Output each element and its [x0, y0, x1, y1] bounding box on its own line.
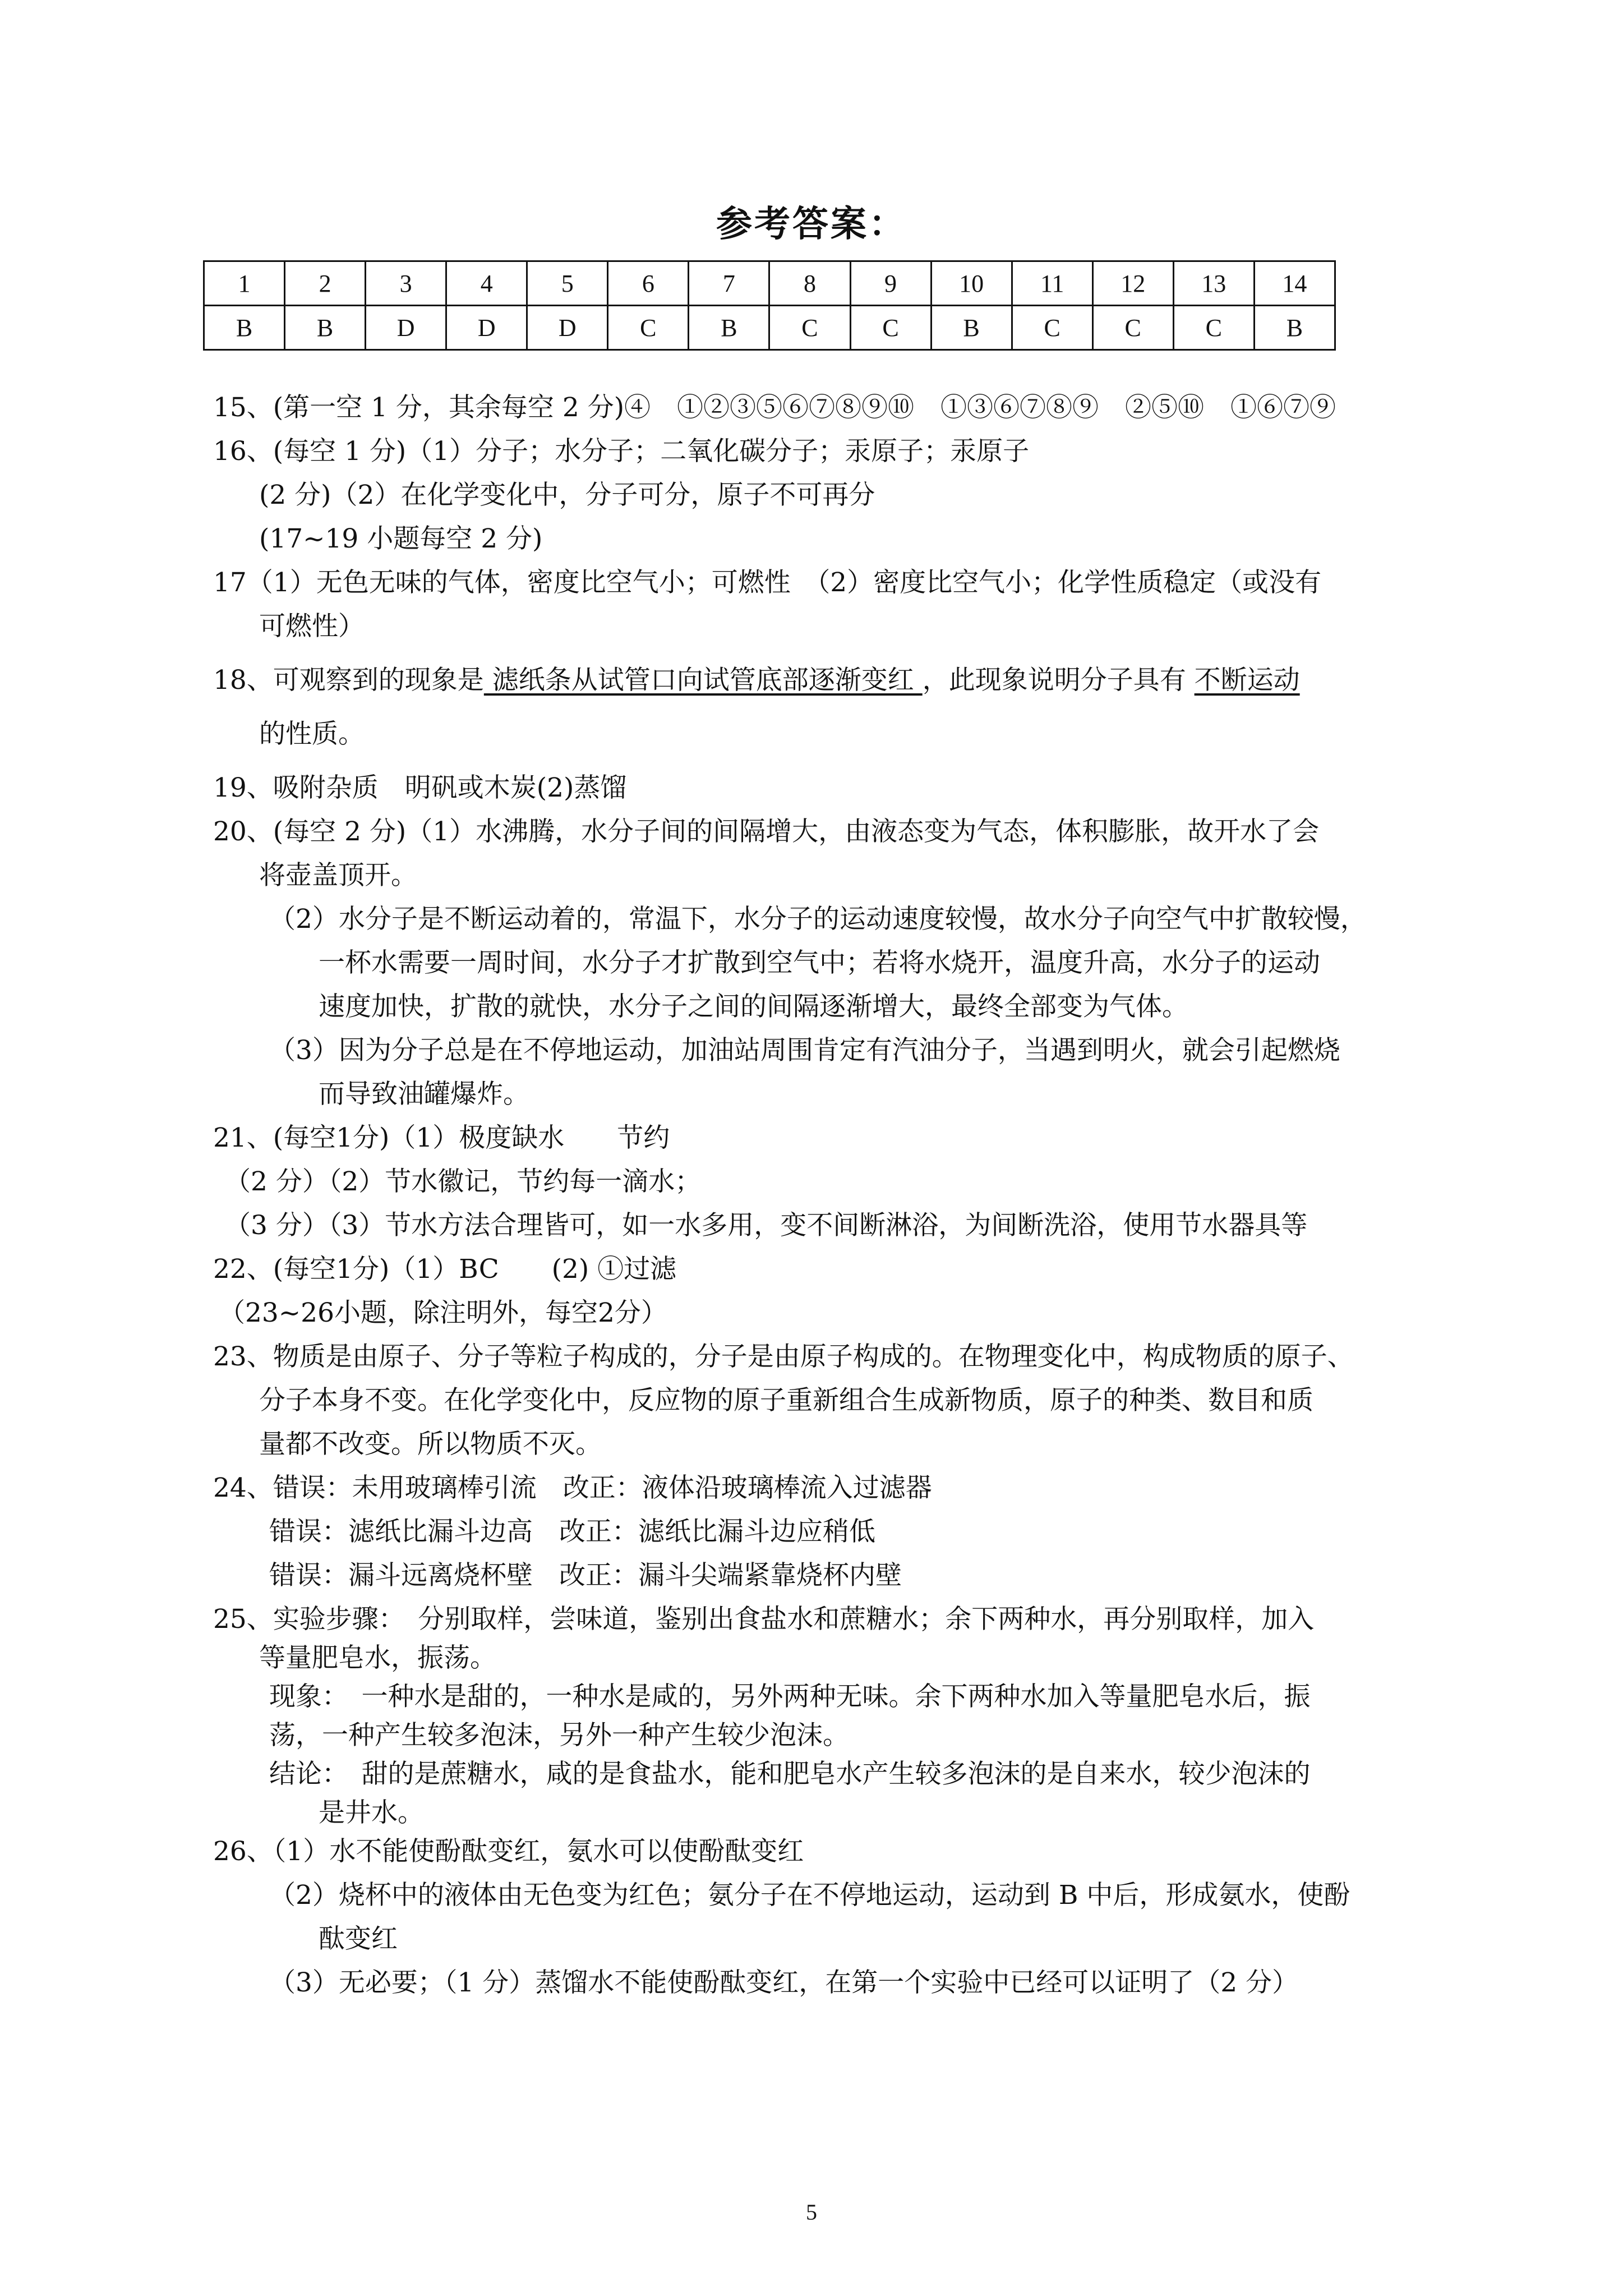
table-cell: 8: [769, 261, 850, 306]
answer-line-20-part3-cont: 而导致油罐爆炸。: [319, 1079, 529, 1110]
table-cell: B: [931, 306, 1012, 350]
table-cell: C: [1012, 306, 1092, 350]
answer-line-26-part2-cont: 酞变红: [319, 1924, 398, 1954]
answer-line-25-cont: 等量肥皂水，振荡。: [259, 1642, 496, 1673]
table-cell: 7: [689, 261, 769, 306]
table-cell: 6: [608, 261, 689, 306]
page-title: 参考答案：: [716, 203, 907, 245]
table-cell: C: [850, 306, 931, 350]
answer-line-26: 26、（1）水不能使酚酞变红，氨水可以使酚酞变红: [213, 1836, 804, 1867]
table-cell: C: [1092, 306, 1173, 350]
table-cell: B: [285, 306, 366, 350]
table-cell: B: [204, 306, 285, 350]
table-cell: 2: [285, 261, 366, 306]
underlined-answer: 滤纸条从试管口向试管底部逐渐变红: [483, 665, 923, 696]
answer-line-26-part3: （3）无必要；（1 分）蒸馏水不能使酚酞变红，在第一个实验中已经可以证明了（2 分）: [269, 1967, 1299, 1998]
table-cell: 9: [850, 261, 931, 306]
table-cell: 11: [1012, 261, 1092, 306]
answer-line-17-cont: 可燃性）: [259, 611, 365, 642]
answer-line-24: 24、错误：未用玻璃棒引流 改正：液体沿玻璃棒流入过滤器: [213, 1473, 932, 1503]
table-cell: 4: [446, 261, 527, 306]
scoring-note: (17~19 小题每空 2 分): [259, 523, 543, 554]
answer-line-23: 23、物质是由原子、分子等粒子构成的，分子是由原子构成的。在物理变化中，构成物质的原子、: [213, 1341, 1354, 1372]
answer-line-25-conclusion-cont: 是井水。: [319, 1797, 424, 1828]
answer-line-20-part3: （3）因为分子总是在不停地运动，加油站周围肯定有汽油分子，当遇到明火，就会引起燃烧: [269, 1035, 1340, 1066]
table-cell: D: [446, 306, 527, 350]
answer-line-17: 17（1）无色无味的气体，密度比空气小；可燃性 （2）密度比空气小；化学性质稳定（或没有: [213, 567, 1322, 598]
answer-line-21: 21、(每空1分)（1）极度缺水 节约: [213, 1122, 670, 1153]
answer-line-23-cont: 量都不改变。所以物质不灭。: [259, 1429, 602, 1460]
answer-line-20-cont: 将壶盖顶开。: [259, 860, 417, 891]
answer-line-20-part2-cont: 一杯水需要一周时间，水分子才扩散到空气中；若将水烧开，温度升高，水分子的运动: [319, 947, 1320, 978]
answer-line-15: 15、(第一空 1 分，其余每空 2 分)④ ①②③⑤⑥⑦⑧⑨⑩ ①③⑥⑦⑧⑨ ②⑤⑩ ①⑥⑦⑨: [213, 392, 1336, 423]
answer-line-26-part2: （2）烧杯中的液体由无色变为红色；氨分子在不停地运动，运动到 B 中后，形成氨水，使酚: [269, 1880, 1350, 1911]
table-cell: 13: [1173, 261, 1254, 306]
scoring-note: （23~26小题，除注明外，每空2分）: [219, 1297, 667, 1328]
table-cell: 12: [1092, 261, 1173, 306]
answer-line-20-part2: （2）水分子是不断运动着的，常温下，水分子的运动速度较慢，故水分子向空气中扩散较慢，: [269, 904, 1367, 935]
answer-line-22: 22、(每空1分)（1）BC (2) ①过滤: [213, 1254, 677, 1285]
text-span: ，此现象说明分子具有: [922, 665, 1195, 696]
question-number-row: [204, 261, 1335, 306]
page-number: 5: [806, 2200, 817, 2225]
table-cell: C: [608, 306, 689, 350]
answer-line-25-phenomenon: 现象： 一种水是甜的，一种水是咸的，另外两种无味。余下两种水加入等量肥皂水后，振: [269, 1681, 1311, 1712]
answer-line-19: 19、吸附杂质 明矾或木炭(2)蒸馏: [213, 772, 627, 803]
answer-line-24-part3: 错误：漏斗远离烧杯壁 改正：漏斗尖端紧靠烧杯内壁: [269, 1560, 902, 1591]
answer-line-20-part2-cont: 速度加快，扩散的就快，水分子之间的间隔逐渐增大，最终全部变为气体。: [319, 991, 1188, 1022]
table-cell: 5: [527, 261, 608, 306]
table-cell: C: [1173, 306, 1254, 350]
answer-line-20: 20、(每空 2 分)（1）水沸腾，水分子间的间隔增大，由液态变为气态，体积膨胀，故开水了会: [213, 816, 1320, 847]
answer-line-25: 25、实验步骤： 分别取样，尝味道，鉴别出食盐水和蔗糖水；余下两种水，再分别取样，加入: [213, 1604, 1315, 1635]
table-cell: C: [769, 306, 850, 350]
answer-line-16-part2: (2 分)（2）在化学变化中，分子可分，原子不可再分: [259, 480, 875, 510]
answer-line-16: 16、(每空 1 分)（1）分子；水分子；二氧化碳分子；汞原子；汞原子: [213, 436, 1030, 467]
table-cell: B: [689, 306, 769, 350]
table-cell: 14: [1254, 261, 1335, 306]
answer-line-18: [213, 659, 1424, 702]
answer-table: [203, 260, 1336, 351]
table-cell: 10: [931, 261, 1012, 306]
table-cell: 1: [204, 261, 285, 306]
answer-line-25-phenomenon-cont: 荡，一种产生较多泡沫，另外一种产生较少泡沫。: [269, 1720, 849, 1751]
answer-line-18-cont: 的性质。: [259, 719, 365, 749]
table-cell: D: [527, 306, 608, 350]
answer-line-25-conclusion: 结论： 甜的是蔗糖水，咸的是食盐水，能和肥皂水产生较多泡沫的是自来水，较少泡沫的: [269, 1759, 1311, 1789]
answer-row: [204, 306, 1335, 350]
answer-line-24-part2: 错误：滤纸比漏斗边高 改正：滤纸比漏斗边应稍低: [269, 1516, 875, 1547]
table-cell: D: [366, 306, 446, 350]
text-span: 18、可观察到的现象是: [213, 665, 484, 696]
answer-line-21-part2: （2 分）（2）节水徽记，节约每一滴水；: [224, 1166, 702, 1197]
table-cell: B: [1254, 306, 1335, 350]
underlined-answer: 不断运动: [1194, 665, 1300, 696]
answer-content: [213, 386, 1424, 2005]
answer-line-21-part3: （3 分）（3）节水方法合理皆可，如一水多用，变不间断淋浴，为间断洗浴，使用节水器具等: [224, 1210, 1308, 1241]
table-cell: 3: [366, 261, 446, 306]
answer-line-23-cont: 分子本身不变。在化学变化中，反应物的原子重新组合生成新物质，原子的种类、数目和质: [259, 1385, 1313, 1416]
